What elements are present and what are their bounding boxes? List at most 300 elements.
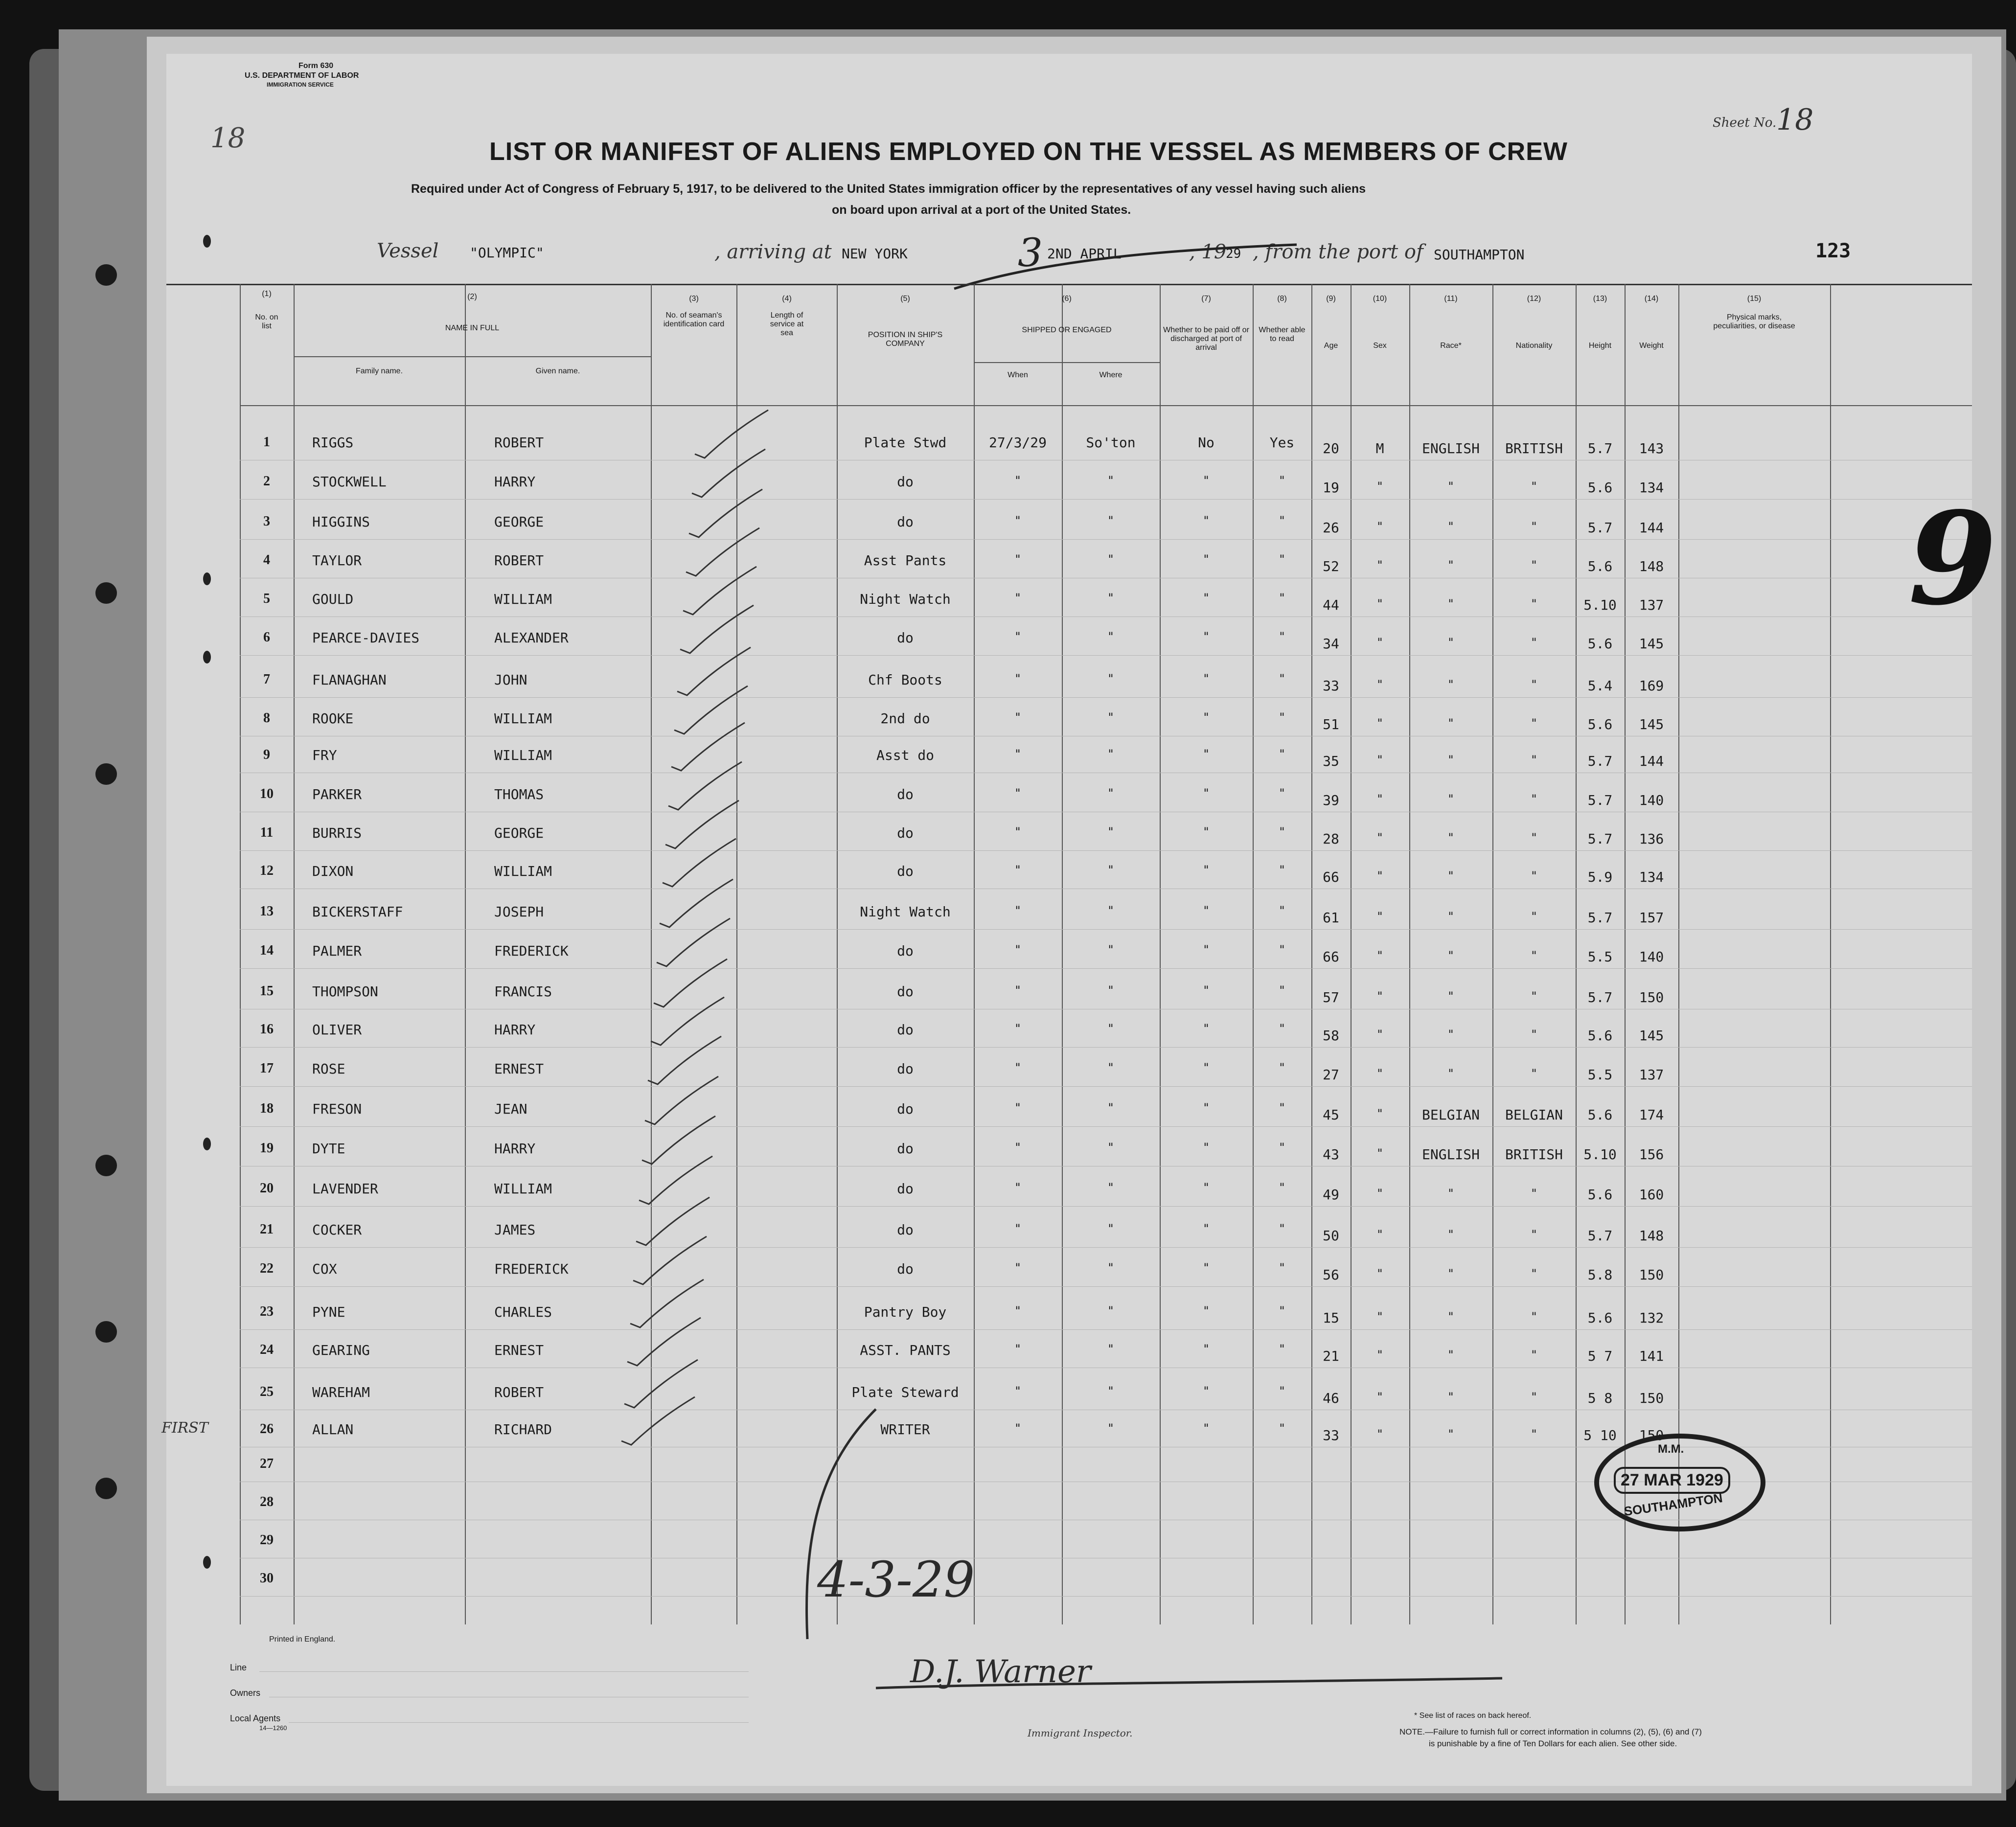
check-mark-icon xyxy=(648,1036,721,1084)
cell-sex: " xyxy=(1377,558,1383,572)
page-title: LIST OR MANIFEST OF ALIENS EMPLOYED ON THE VESSEL AS MEMBERS OF CREW xyxy=(489,137,1568,166)
cell-age: 26 xyxy=(1323,520,1339,536)
cell-given: JEAN xyxy=(494,1101,527,1117)
cell-race: " xyxy=(1448,1348,1454,1362)
fine-note-1: NOTE.—Failure to furnish full or correct information in columns (2), (5), (6) and (7) xyxy=(1399,1727,1702,1736)
cell-height: 5 8 xyxy=(1587,1390,1613,1406)
cell-when: " xyxy=(1015,1141,1021,1154)
column-header-weight: Weight xyxy=(1639,342,1664,350)
departure-label: , from the port of xyxy=(1253,241,1423,263)
cell-position: Asst do xyxy=(876,747,935,763)
cell-race: " xyxy=(1448,949,1454,962)
arriving-label: , arriving at xyxy=(714,241,832,263)
cell-given: WILLIAM xyxy=(494,710,552,727)
cell-height: 5.7 xyxy=(1587,1228,1613,1244)
cell-nationality: " xyxy=(1531,678,1537,691)
cell-family: COX xyxy=(312,1261,337,1277)
cell-no: 17 xyxy=(260,1061,274,1076)
cell-nationality: " xyxy=(1531,910,1537,923)
cell-sex: " xyxy=(1377,1267,1383,1280)
cell-position: Plate Stwd xyxy=(864,434,947,451)
cell-height: 5.6 xyxy=(1587,1187,1613,1203)
cell-age: 66 xyxy=(1323,869,1339,885)
cell-age: 51 xyxy=(1323,716,1339,732)
cell-no: 11 xyxy=(260,825,274,840)
cell-given: RICHARD xyxy=(494,1421,552,1438)
cell-paid: " xyxy=(1203,1061,1209,1074)
column-header-n8: (8) xyxy=(1277,295,1287,303)
cell-weight: 136 xyxy=(1639,831,1664,847)
cell-race: ENGLISH xyxy=(1421,440,1480,457)
side-handwritten-mark: 9 xyxy=(1908,484,1997,634)
cell-paid: " xyxy=(1203,1304,1209,1318)
cell-when: " xyxy=(1015,1421,1021,1435)
cell-no: 12 xyxy=(260,863,274,878)
cell-paid: " xyxy=(1203,630,1209,643)
check-mark-icon xyxy=(636,1197,710,1245)
cell-family: LAVENDER xyxy=(312,1181,378,1197)
cell-sex: " xyxy=(1377,1067,1383,1080)
cell-nationality: " xyxy=(1531,520,1537,533)
cell-when: " xyxy=(1015,710,1021,724)
cell-where: " xyxy=(1108,1384,1114,1398)
cell-given: FRANCIS xyxy=(494,983,552,1000)
cell-family: ALLAN xyxy=(312,1421,354,1438)
cell-position: do xyxy=(897,863,914,879)
cell-when: " xyxy=(1015,474,1021,487)
cell-when: " xyxy=(1015,591,1021,605)
cell-family: ROSE xyxy=(312,1061,345,1077)
cell-given: GEORGE xyxy=(494,825,544,841)
cell-paid: " xyxy=(1203,474,1209,487)
cell-where: " xyxy=(1108,786,1114,800)
cell-paid: " xyxy=(1203,943,1209,957)
cell-age: 39 xyxy=(1323,792,1339,808)
cell-family: THOMPSON xyxy=(312,983,378,1000)
cell-race: ENGLISH xyxy=(1421,1146,1480,1163)
cell-position: Pantry Boy xyxy=(864,1304,947,1320)
cell-paid: " xyxy=(1203,863,1209,877)
cell-no: 5 xyxy=(263,591,270,606)
cell-position: do xyxy=(897,1261,914,1277)
cell-no: 7 xyxy=(263,672,270,687)
column-header-n5: (5) xyxy=(900,295,910,303)
cell-age: 35 xyxy=(1323,753,1339,769)
cell-position: do xyxy=(897,825,914,841)
cell-age: 15 xyxy=(1323,1310,1339,1326)
cell-height: 5.6 xyxy=(1587,716,1613,732)
cell-position: ASST. PANTS xyxy=(860,1342,951,1358)
check-mark-icon xyxy=(627,1318,701,1366)
binder-hole-icon xyxy=(95,1478,117,1499)
cell-sex: " xyxy=(1377,1427,1383,1441)
cell-position: do xyxy=(897,474,914,490)
cell-height: 5.4 xyxy=(1587,678,1613,694)
cell-given: ALEXANDER xyxy=(494,630,569,646)
cell-read: " xyxy=(1279,1384,1285,1398)
cell-given: WILLIAM xyxy=(494,747,552,763)
cell-nationality: " xyxy=(1531,1267,1537,1280)
cell-race: " xyxy=(1448,558,1454,572)
cell-height: 5.6 xyxy=(1587,1310,1613,1326)
check-mark-icon xyxy=(657,918,730,966)
cell-age: 57 xyxy=(1323,989,1339,1005)
cell-paid: " xyxy=(1203,1141,1209,1154)
cell-no: 2 xyxy=(263,474,270,489)
column-header-id-card: No. of seaman's identification card xyxy=(663,311,725,328)
cell-sex: " xyxy=(1377,1390,1383,1404)
cell-weight: 148 xyxy=(1639,1228,1664,1244)
cell-when: " xyxy=(1015,1261,1021,1275)
cell-position: Night Watch xyxy=(860,591,951,607)
cell-sex: " xyxy=(1377,1348,1383,1362)
cell-position: Night Watch xyxy=(860,904,951,920)
check-mark-icon xyxy=(668,762,742,810)
cell-age: 33 xyxy=(1323,678,1339,694)
cell-paid: " xyxy=(1203,904,1209,917)
cell-when: " xyxy=(1015,630,1021,643)
check-mark-icon xyxy=(671,723,745,771)
cell-nationality: " xyxy=(1531,558,1537,572)
cell-no: 15 xyxy=(260,983,274,999)
cell-no: 4 xyxy=(263,552,270,568)
cell-weight: 169 xyxy=(1639,678,1664,694)
cell-no: 10 xyxy=(260,786,274,801)
cell-where: " xyxy=(1108,1421,1114,1435)
cell-when: " xyxy=(1015,983,1021,997)
cell-family: PEARCE-DAVIES xyxy=(312,630,420,646)
cell-nationality: BRITISH xyxy=(1505,440,1563,457)
printed-note: Printed in England. xyxy=(269,1635,336,1644)
cell-read: " xyxy=(1279,1222,1285,1235)
cell-height: 5.10 xyxy=(1583,1146,1617,1163)
cell-no: 21 xyxy=(260,1222,274,1237)
check-mark-icon xyxy=(674,686,748,734)
inspector-label: Immigrant Inspector. xyxy=(1028,1727,1133,1739)
cell-paid: " xyxy=(1203,1384,1209,1398)
cell-read: " xyxy=(1279,1022,1285,1035)
cell-read: " xyxy=(1279,747,1285,761)
cell-when: " xyxy=(1015,1061,1021,1074)
cell-height: 5.8 xyxy=(1587,1267,1613,1283)
cell-given: JOSEPH xyxy=(494,904,544,920)
owners-label: Owners xyxy=(230,1688,261,1698)
cell-no: 13 xyxy=(260,904,274,919)
cell-nationality: " xyxy=(1531,753,1537,767)
cell-where: " xyxy=(1108,747,1114,761)
check-mark-icon xyxy=(630,1279,704,1327)
inspector-signature: D.J. Warner xyxy=(910,1654,1091,1690)
cell-nationality: " xyxy=(1531,989,1537,1003)
cell-weight: 132 xyxy=(1639,1310,1664,1326)
cell-position: do xyxy=(897,1222,914,1238)
cell-age: 20 xyxy=(1323,440,1339,457)
cell-weight: 137 xyxy=(1639,597,1664,613)
check-mark-icon xyxy=(695,410,768,458)
cell-sex: " xyxy=(1377,1310,1383,1324)
cell-paid: " xyxy=(1203,983,1209,997)
cell-no: 29 xyxy=(260,1532,274,1548)
cell-sex: " xyxy=(1377,1107,1383,1120)
cell-when: " xyxy=(1015,672,1021,685)
cell-race: " xyxy=(1448,1067,1454,1080)
cell-read: " xyxy=(1279,1421,1285,1435)
cell-sex: " xyxy=(1377,753,1383,767)
column-header-n2: (2) xyxy=(467,293,477,301)
cell-nationality: " xyxy=(1531,792,1537,806)
cell-sex: " xyxy=(1377,678,1383,691)
cell-when: " xyxy=(1015,1342,1021,1356)
cell-no: 3 xyxy=(263,514,270,529)
cell-no: 30 xyxy=(260,1571,274,1586)
manifest-page xyxy=(161,54,1997,1786)
cell-given: HARRY xyxy=(494,1022,536,1038)
cell-sex: " xyxy=(1377,480,1383,493)
cell-where: " xyxy=(1108,1342,1114,1356)
cell-race: " xyxy=(1448,520,1454,533)
cell-race: " xyxy=(1448,1187,1454,1200)
cell-read: " xyxy=(1279,786,1285,800)
cell-paid: " xyxy=(1203,1261,1209,1275)
cell-position: do xyxy=(897,1061,914,1077)
cell-position: do xyxy=(897,983,914,1000)
stamp-number: 123 xyxy=(1815,240,1851,262)
cell-given: FREDERICK xyxy=(494,1261,569,1277)
cell-family: FLANAGHAN xyxy=(312,672,387,688)
cell-family: DIXON xyxy=(312,863,354,879)
cell-given: GEORGE xyxy=(494,514,544,530)
cell-no: 16 xyxy=(260,1022,274,1037)
cell-weight: 144 xyxy=(1639,753,1664,769)
cell-paid: " xyxy=(1203,786,1209,800)
cell-when: " xyxy=(1015,825,1021,839)
cell-no: 8 xyxy=(263,710,270,726)
cell-where: " xyxy=(1108,672,1114,685)
cell-nationality: " xyxy=(1531,1067,1537,1080)
column-header-age: Age xyxy=(1324,342,1338,350)
cell-age: 58 xyxy=(1323,1028,1339,1044)
cell-age: 27 xyxy=(1323,1067,1339,1083)
cell-sex: " xyxy=(1377,597,1383,611)
cell-sex: " xyxy=(1377,1146,1383,1160)
cell-given: JAMES xyxy=(494,1222,536,1238)
cell-age: 33 xyxy=(1323,1427,1339,1443)
cell-nationality: " xyxy=(1531,636,1537,649)
cell-weight: 157 xyxy=(1639,910,1664,926)
cell-given: ERNEST xyxy=(494,1061,544,1077)
cell-position: do xyxy=(897,514,914,530)
vessel-name: "OLYMPIC" xyxy=(470,245,544,261)
line-label: Line xyxy=(230,1663,247,1672)
cell-when: " xyxy=(1015,904,1021,917)
cell-family: PYNE xyxy=(312,1304,345,1320)
stamp-bottom-text: SOUTHAMPTON xyxy=(1623,1490,1724,1519)
cell-height: 5.5 xyxy=(1587,949,1613,965)
cell-where: " xyxy=(1108,1261,1114,1275)
cell-given: WILLIAM xyxy=(494,591,552,607)
cell-given: ROBERT xyxy=(494,1384,544,1400)
cell-when: " xyxy=(1015,1181,1021,1194)
cell-nationality: " xyxy=(1531,869,1537,883)
cell-race: " xyxy=(1448,1310,1454,1324)
cell-weight: 145 xyxy=(1639,1028,1664,1044)
department-label: U.S. DEPARTMENT OF LABOR xyxy=(245,71,359,80)
cell-where: " xyxy=(1108,1101,1114,1115)
year-value: 29 xyxy=(1226,247,1241,261)
cell-height: 5 10 xyxy=(1583,1427,1617,1443)
cell-position: do xyxy=(897,1141,914,1157)
cell-race: " xyxy=(1448,1427,1454,1441)
cell-nationality: " xyxy=(1531,480,1537,493)
check-mark-icon xyxy=(692,449,765,497)
cell-no: 25 xyxy=(260,1384,274,1399)
cell-family: COCKER xyxy=(312,1222,362,1238)
column-header-nationality: Nationality xyxy=(1515,342,1553,350)
cell-read: " xyxy=(1279,474,1285,487)
fine-note-2: is punishable by a fine of Ten Dollars for each alien. See other side. xyxy=(1429,1739,1677,1748)
cell-nationality: " xyxy=(1531,1427,1537,1441)
cell-race: " xyxy=(1448,1390,1454,1404)
cell-when: " xyxy=(1015,786,1021,800)
cell-race: " xyxy=(1448,753,1454,767)
cell-paid: " xyxy=(1203,514,1209,527)
cell-race: " xyxy=(1448,1267,1454,1280)
cell-paid: " xyxy=(1203,591,1209,605)
cell-race: " xyxy=(1448,831,1454,845)
column-header-n9: (9) xyxy=(1326,295,1336,303)
cell-where: " xyxy=(1108,630,1114,643)
cell-paid: " xyxy=(1203,1342,1209,1356)
cell-sex: " xyxy=(1377,636,1383,649)
column-header-n3: (3) xyxy=(689,295,699,303)
cell-nationality: " xyxy=(1531,1390,1537,1404)
cell-no: 26 xyxy=(260,1421,274,1437)
cell-nationality: BELGIAN xyxy=(1505,1107,1563,1123)
cell-paid: " xyxy=(1203,1101,1209,1115)
cell-position: do xyxy=(897,786,914,802)
cell-where: " xyxy=(1108,1222,1114,1235)
form-number: Form 630 xyxy=(298,62,334,70)
cell-family: PARKER xyxy=(312,786,362,802)
cell-position: do xyxy=(897,1101,914,1117)
cell-where: " xyxy=(1108,943,1114,957)
cell-when: " xyxy=(1015,747,1021,761)
column-header-position: POSITION IN SHIP'S COMPANY xyxy=(868,331,943,348)
cell-given: ERNEST xyxy=(494,1342,544,1358)
cell-given: ROBERT xyxy=(494,434,544,451)
cell-nationality: " xyxy=(1531,1310,1537,1324)
cell-no: 6 xyxy=(263,630,270,645)
cell-age: 43 xyxy=(1323,1146,1339,1163)
cell-weight: 141 xyxy=(1639,1348,1664,1364)
column-header-physical: Physical marks, peculiarities, or disease xyxy=(1713,313,1795,330)
cell-read: " xyxy=(1279,591,1285,605)
cell-position: do xyxy=(897,943,914,959)
cell-weight: 148 xyxy=(1639,558,1664,574)
cell-read: " xyxy=(1279,1181,1285,1194)
cell-race: " xyxy=(1448,1028,1454,1041)
column-header-shipped: SHIPPED OR ENGAGED xyxy=(1022,326,1112,334)
cell-family: FRY xyxy=(312,747,337,763)
cell-nationality: " xyxy=(1531,1187,1537,1200)
cell-read: " xyxy=(1279,943,1285,957)
cell-read: " xyxy=(1279,1101,1285,1115)
cell-read: " xyxy=(1279,630,1285,643)
cell-weight: 150 xyxy=(1639,1427,1664,1443)
binder-hole-icon xyxy=(95,1155,117,1176)
stamp-top-text: M.M. xyxy=(1658,1442,1684,1456)
cell-nationality: " xyxy=(1531,1348,1537,1362)
cell-weight: 140 xyxy=(1639,792,1664,808)
cell-given: ROBERT xyxy=(494,552,544,569)
cell-when: " xyxy=(1015,1384,1021,1398)
cell-no: 20 xyxy=(260,1181,274,1196)
departure-port: SOUTHAMPTON xyxy=(1434,247,1525,263)
cell-where: " xyxy=(1108,591,1114,605)
cell-no: 19 xyxy=(260,1141,274,1156)
cell-nationality: " xyxy=(1531,716,1537,730)
cell-race: " xyxy=(1448,1228,1454,1241)
cell-when: " xyxy=(1015,1101,1021,1115)
cell-paid: " xyxy=(1203,1181,1209,1194)
cell-given: FREDERICK xyxy=(494,943,569,959)
cell-where: " xyxy=(1108,983,1114,997)
cell-weight: 140 xyxy=(1639,949,1664,965)
cell-sex: " xyxy=(1377,869,1383,883)
cell-sex: " xyxy=(1377,831,1383,845)
corner-handwritten-note: 18 xyxy=(210,122,246,154)
cell-family: WAREHAM xyxy=(312,1384,370,1400)
signature-underline xyxy=(871,1673,1507,1713)
cell-age: 44 xyxy=(1323,597,1339,613)
check-mark-icon xyxy=(651,997,724,1045)
cell-family: DYTE xyxy=(312,1141,345,1157)
cell-height: 5.6 xyxy=(1587,480,1613,496)
cell-where: " xyxy=(1108,1181,1114,1194)
check-mark-icon xyxy=(663,839,736,887)
cell-where: " xyxy=(1108,904,1114,917)
check-mark-icon xyxy=(683,567,756,615)
cell-sex: " xyxy=(1377,1187,1383,1200)
cell-sex: " xyxy=(1377,949,1383,962)
cell-sex: " xyxy=(1377,1228,1383,1241)
sheet-number: 18 xyxy=(1776,103,1814,137)
cell-given: THOMAS xyxy=(494,786,544,802)
cell-where: " xyxy=(1108,514,1114,527)
cell-family: GEARING xyxy=(312,1342,370,1358)
cell-paid: " xyxy=(1203,747,1209,761)
arrival-port: NEW YORK xyxy=(842,246,908,262)
cell-weight: 143 xyxy=(1639,440,1664,457)
cell-given: WILLIAM xyxy=(494,863,552,879)
port-stamp xyxy=(1594,1434,1765,1531)
cell-height: 5.7 xyxy=(1587,753,1613,769)
cell-position: do xyxy=(897,1181,914,1197)
cell-where: " xyxy=(1108,474,1114,487)
cell-nationality: BRITISH xyxy=(1505,1146,1563,1163)
cell-when: " xyxy=(1015,552,1021,566)
cell-paid: No xyxy=(1198,434,1214,451)
cell-age: 56 xyxy=(1323,1267,1339,1283)
cell-nationality: " xyxy=(1531,1228,1537,1241)
column-header-when: When xyxy=(1008,371,1028,379)
cell-weight: 174 xyxy=(1639,1107,1664,1123)
cell-weight: 156 xyxy=(1639,1146,1664,1163)
cell-height: 5.7 xyxy=(1587,520,1613,536)
column-header-n7: (7) xyxy=(1201,295,1211,303)
cell-read: " xyxy=(1279,1141,1285,1154)
cell-race: " xyxy=(1448,480,1454,493)
